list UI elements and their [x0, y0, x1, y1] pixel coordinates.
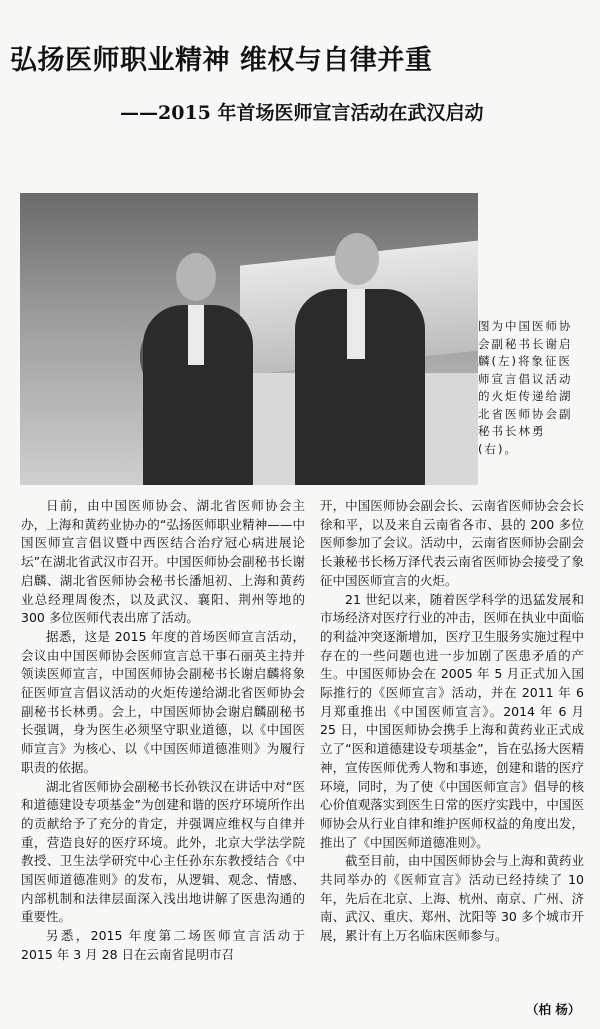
left-paragraph-1: 日前，由中国医师协会、湖北省医师协会主办，上海和黄药业协办的“弘扬医师职业精神——中国医师宣言倡议暨中西医结合治疗冠心病进展论坛”在湖北省武汉市召开。中国医师协会副秘书长谢启麟、湖北省医师协会秘书长潘旭初、上海和黄药业总经理周俊杰，以及武汉、襄阳、荆州等地的 300 多位医师代表出席了活动。 — [21, 498, 305, 626]
photo-caption: 图为中国医师协会副秘书长谢启麟(左)将象征医师宣言倡议活动的火炬传递给湖北省医师协会副秘书长林勇(右)。 — [478, 319, 573, 456]
article-right-column — [320, 497, 584, 946]
left-paragraph-2: 据悉，这是 2015 年度的首场医师宣言活动，会议由中国医师协会医师宣言总干事石丽英主持并领读医师宣言，中国医师协会副秘书长谢启麟将象征医师宣言倡议活动的火炬传递给湖北省医师协会副秘书长林勇。会上，中国医师协会谢启麟副秘书长强调，身为医生必须坚守职业道德，以《中国医师宣言》为核心、以《中国医师道德准则》为履行职责的依据。 — [21, 628, 305, 775]
photo-person-left — [138, 253, 253, 485]
headline: 弘扬医师职业精神 维权与自律并重 — [10, 45, 433, 76]
news-photo — [20, 193, 478, 485]
article-left-column — [21, 497, 305, 965]
right-paragraph-2: 截至目前，由中国医师协会与上海和黄药业共同举办的《医师宣言》活动已经持续了 10 年，先后在北京、上海、杭州、南京、广州、济南、武汉、重庆、郑州、沈阳等 30 多个城市开展，累计有上万名临床医师参与。 — [320, 853, 584, 944]
right-paragraph-continued: 开，中国医师协会副会长、云南省医师协会会长徐和平，以及来自云南省各市、县的 200 多位医师参加了会议。活动中，云南省医师协会副会长兼秘书长杨万泽代表云南省医师协会接受了象征中国医师宣言的火炬。 — [320, 498, 584, 588]
byline: （柏 杨） — [526, 1002, 581, 1017]
photo-person-right — [285, 233, 425, 485]
left-paragraph-3: 湖北省医师协会副秘书长孙铁汉在讲话中对“医和道德建设专项基金”为创建和谐的医疗环境所作出的贡献给予了充分的肯定，并强调应维权与自律并重，营造良好的医疗环境。此外，北京大学法学院教授、卫生法学研究中心主任孙东东教授结合《中国医师道德准则》的发布，从逻辑、观念、情感、内部机制和法律层面深入浅出地讲解了医患沟通的重要性。 — [21, 778, 305, 925]
left-paragraph-4: 另悉，2015 年度第二场医师宣言活动于 2015 年 3 月 28 日在云南省昆明市召 — [21, 928, 305, 962]
subheadline: ——2015 年首场医师宣言活动在武汉启动 — [120, 102, 484, 124]
right-paragraph-1: 21 世纪以来，随着医学科学的迅猛发展和市场经济对医疗行业的冲击，医师在执业中面临的利益冲突逐渐增加，医疗卫生服务实施过程中存在的一些问题也进一步加剧了医患矛盾的产生。中国医师协会在 2005 年 5 月正式加入国际推行的《医师宣言》活动，并在 2011 年 6 月郑重推出《中国医师宣言》。2014 年 6 月 25 日，中国医师协会携手上海和黄药业正式成立了“医和道德建设专项基金”，旨在弘扬大医精神，宣传医师优秀人物和事迹，创建和谐的医疗环境，同时，为了使《中国医师宣言》倡导的核心价值观落实到医生日常的医疗实践中，中国医师协会从行业自律和维护医师权益的角度出发，推出了《中国医师道德准则》。 — [320, 591, 584, 850]
